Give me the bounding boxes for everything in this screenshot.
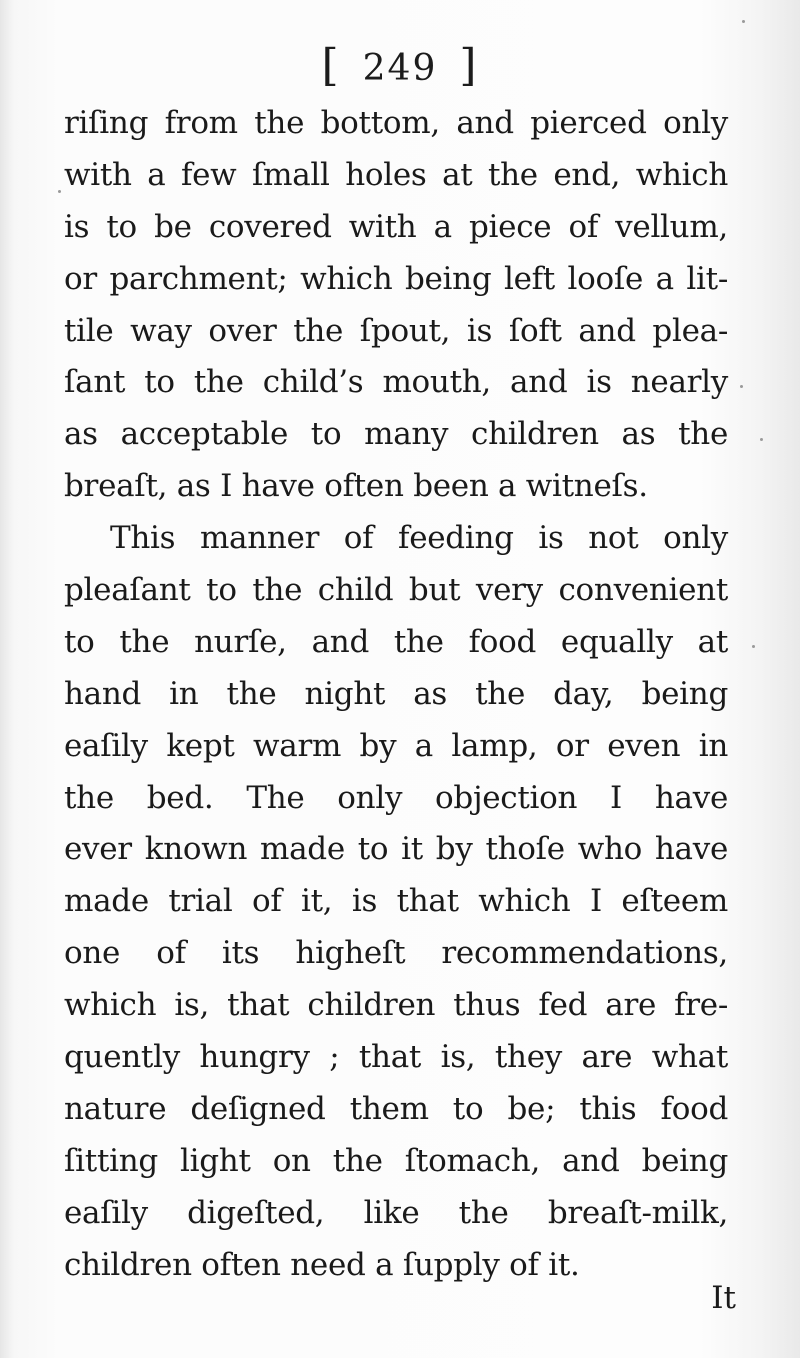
text-line: quently hungry ; that is, they are what (64, 1039, 728, 1076)
text-line: one of its higheſt recommendations, (64, 935, 728, 972)
text-line: the bed. The only objection I have (64, 779, 728, 816)
paper-speck (740, 385, 743, 388)
page-number-header (0, 40, 800, 91)
bracket-close: ] (459, 40, 479, 91)
text-line: made trial of it, is that which I eſteem (64, 883, 728, 920)
text-line: tile way over the ſpout, is ſoft and plea- (64, 312, 728, 349)
text-line-paragraph-start: This manner of feeding is not only (110, 520, 728, 557)
page-number: 249 (362, 48, 438, 89)
body-text (64, 98, 728, 1291)
text-line: eaſily digeſted, like the breaſt-milk, (64, 1194, 728, 1231)
text-line-paragraph-end: breaſt, as I have often been a witneſs. (64, 468, 648, 505)
paper-speck (742, 20, 745, 23)
text-line: as acceptable to many children as the (64, 416, 728, 453)
text-line: is to be covered with a piece of vellum, (64, 208, 728, 245)
bracket-open: [ (321, 40, 341, 91)
text-line-paragraph-end: children often need a ſupply of it. (64, 1246, 580, 1283)
text-line: nature deſigned them to be; this food (64, 1090, 728, 1127)
text-line: eaſily kept warm by a lamp, or even in (64, 727, 728, 764)
text-line: to the nurſe, and the food equally at (64, 623, 728, 660)
catchword: It (711, 1280, 736, 1316)
text-line: hand in the night as the day, being (64, 675, 728, 712)
text-line: or parchment; which being left looſe a lit- (64, 260, 728, 297)
paper-speck (58, 190, 61, 193)
text-line: which is, that children thus fed are fre- (64, 987, 728, 1024)
text-line: pleaſant to the child but very convenient (64, 572, 728, 609)
text-line: with a few ſmall holes at the end, which (64, 156, 728, 193)
paper-speck (760, 438, 763, 441)
text-line: ſant to the child’s mouth, and is nearly (64, 364, 728, 401)
text-line: ever known made to it by thoſe who have (64, 831, 728, 868)
paper-speck (752, 645, 755, 648)
text-line: ſitting light on the ſtomach, and being (64, 1142, 728, 1179)
text-line: riſing from the bottom, and pierced only (64, 105, 728, 141)
